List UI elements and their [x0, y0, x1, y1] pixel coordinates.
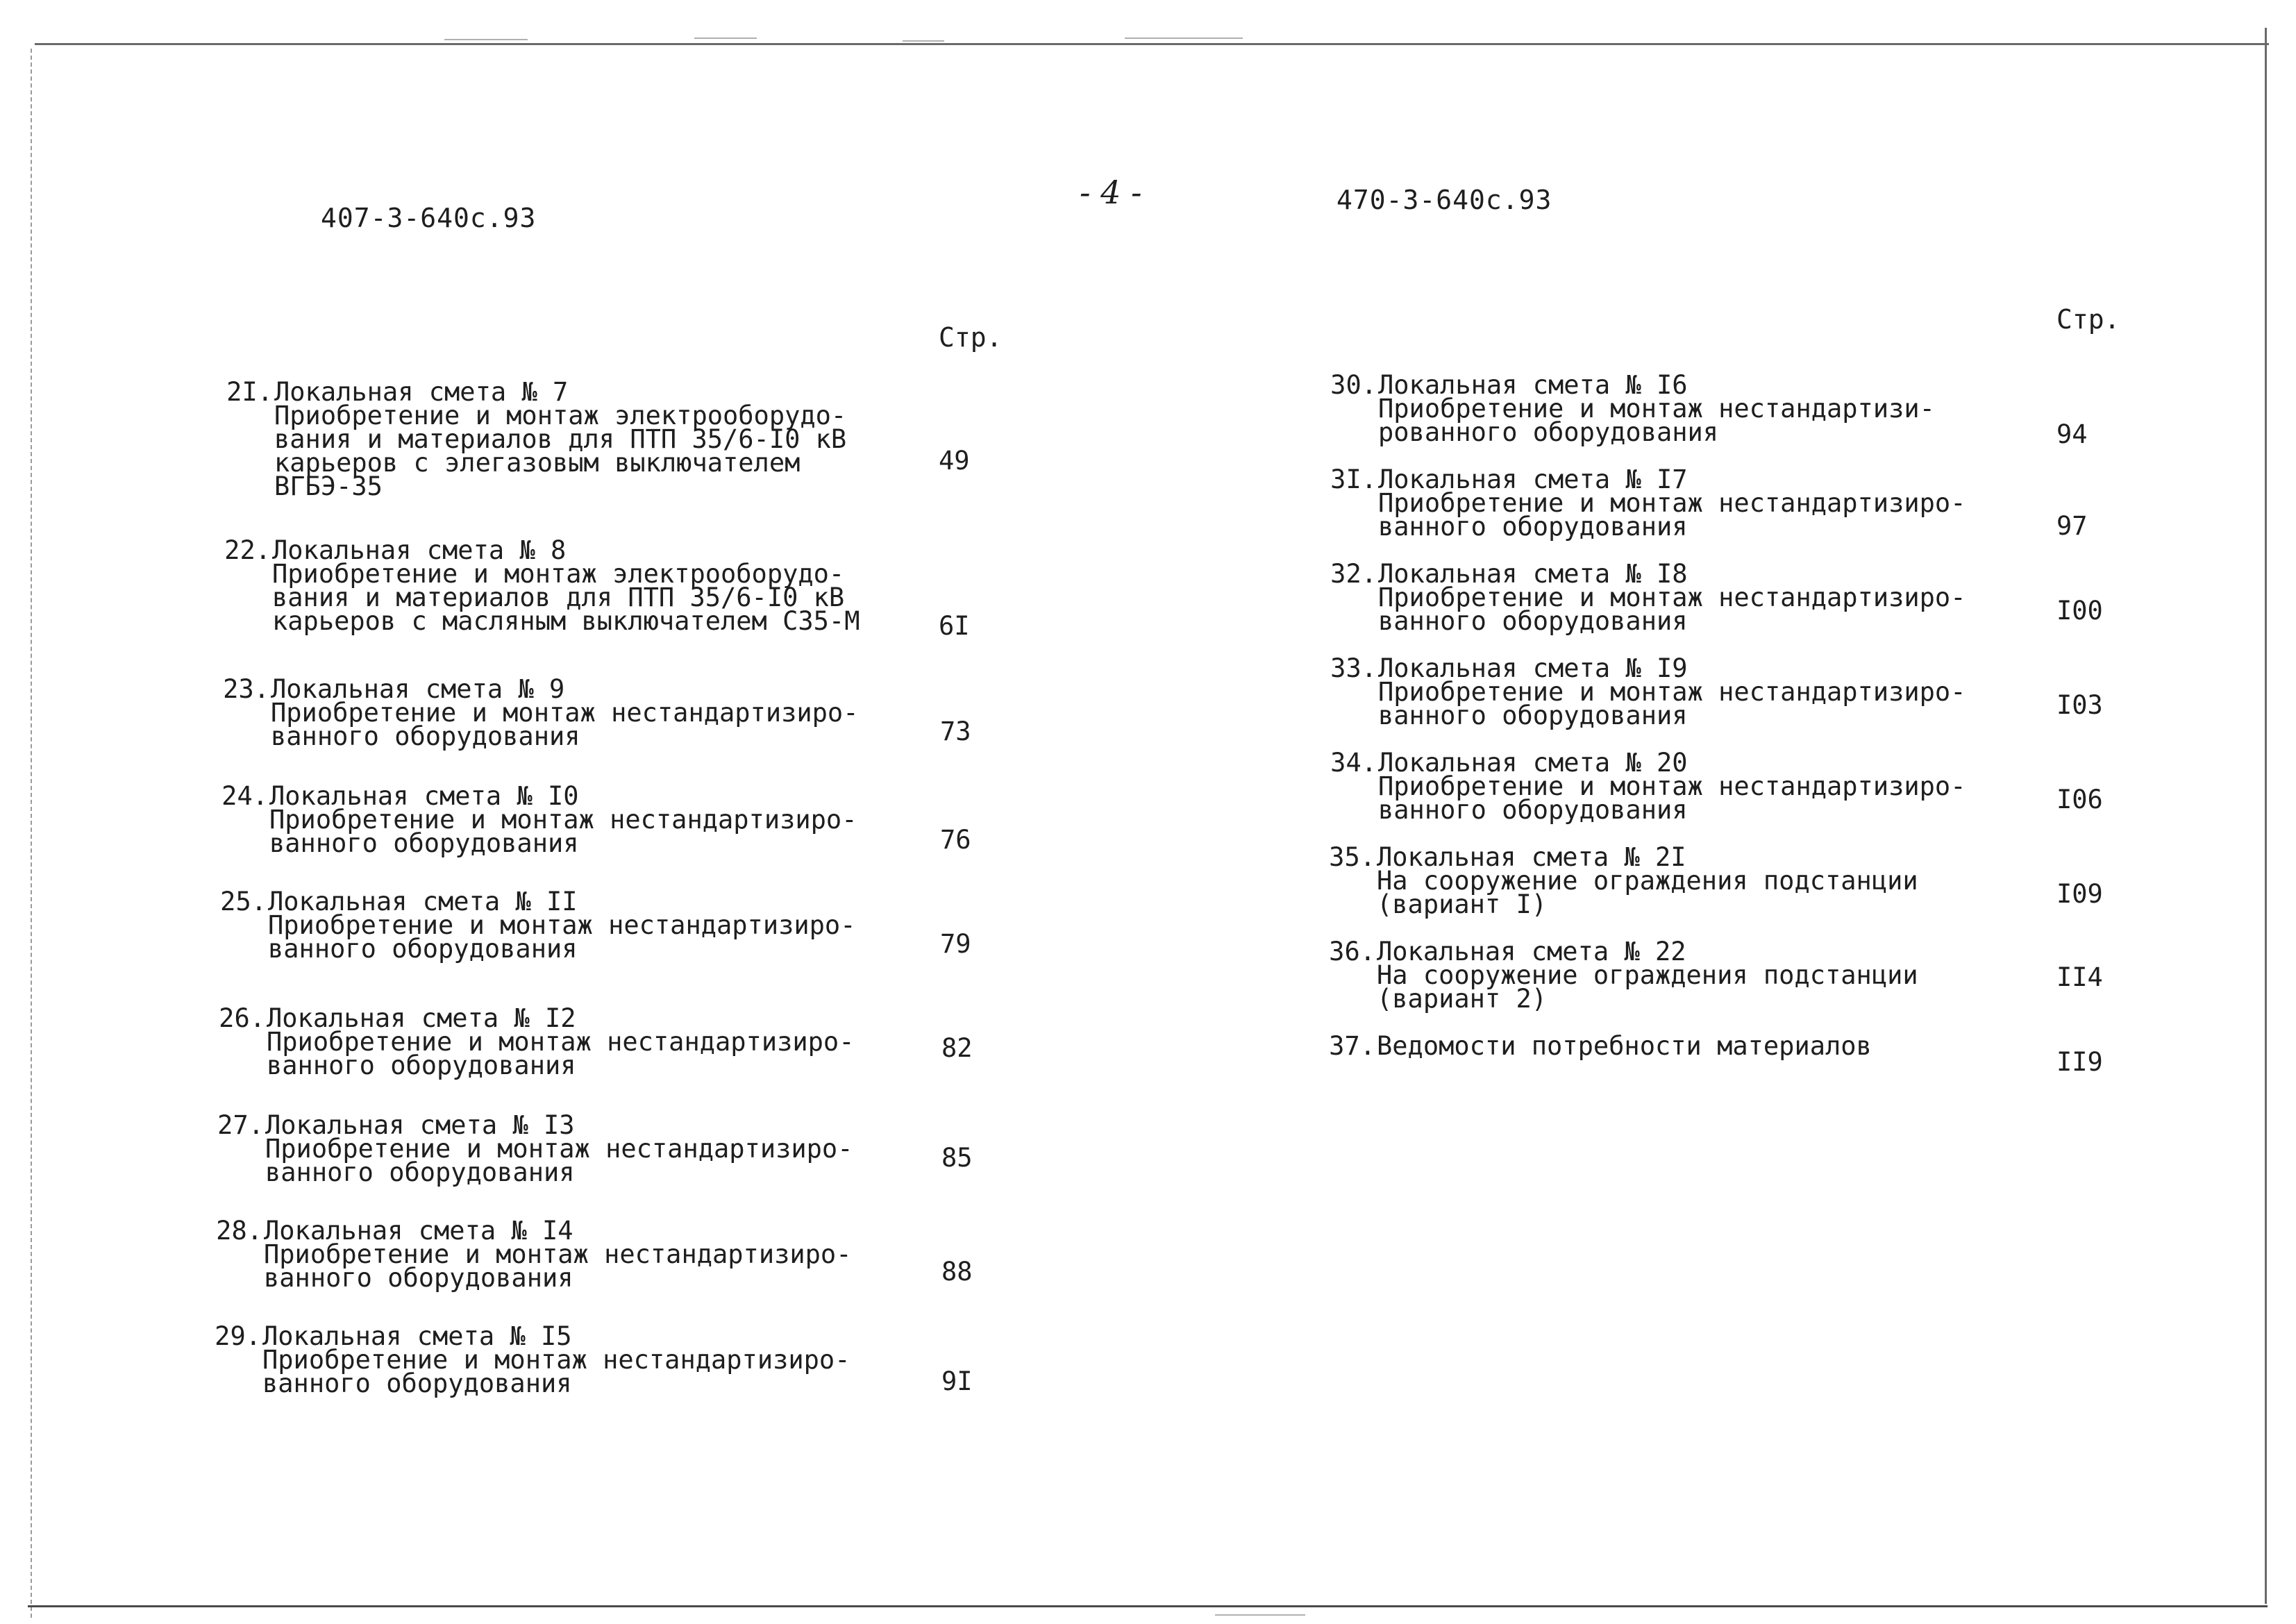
- entry-page: II4: [2056, 962, 2103, 992]
- entry-title: Локальная смета № I8: [1378, 559, 1688, 589]
- entry-page: I03: [2056, 690, 2103, 720]
- toc-entry: [219, 1003, 855, 1080]
- entry-page: 73: [940, 717, 971, 746]
- entry-text: ванного оборудования: [1378, 795, 1688, 825]
- frame-left-line: [31, 49, 32, 1618]
- entry-title: Локальная смета № I7: [1378, 464, 1688, 494]
- entry-number: 34.: [1330, 748, 1377, 778]
- entry-number: 35.: [1329, 842, 1375, 872]
- scan-mark: [444, 39, 528, 40]
- frame-right-line: [2265, 28, 2267, 1604]
- toc-entry: [1330, 370, 1935, 447]
- entry-text: Приобретение и монтаж нестандартизиро-: [1378, 488, 1966, 518]
- entry-title: Локальная смета № II: [268, 887, 578, 916]
- entry-title: Локальная смета № 20: [1378, 748, 1688, 778]
- entry-page: 94: [2056, 419, 2088, 449]
- entry-page: 85: [941, 1143, 973, 1173]
- entry-title: Локальная смета № 9: [271, 674, 565, 704]
- doc-code-right: 470-3-640с.93: [1336, 185, 1552, 215]
- right-page-col-header: Стр.: [2056, 304, 2120, 335]
- entry-text: Приобретение и монтаж электрооборудо-: [272, 559, 845, 589]
- toc-entry: [224, 535, 860, 636]
- entry-text: Приобретение и монтаж нестандартизиро-: [262, 1345, 850, 1375]
- entry-number: 23.: [223, 674, 269, 704]
- toc-entry: [216, 1216, 852, 1293]
- entry-text: (вариант I): [1377, 889, 1548, 919]
- entry-title: Локальная смета № I5: [262, 1321, 572, 1351]
- entry-number: 30.: [1330, 370, 1377, 400]
- entry-number: 28.: [216, 1216, 262, 1246]
- entry-text: ванного оборудования: [271, 721, 580, 751]
- entry-number: 24.: [221, 781, 268, 811]
- toc-entry: [1329, 1031, 1872, 1061]
- entry-title: Локальная смета № I2: [267, 1003, 576, 1033]
- entry-text: ванного оборудования: [265, 1157, 575, 1187]
- entry-text: карьеров с элегазовым выключателем: [274, 448, 801, 478]
- entry-text: Приобретение и монтаж нестандартизиро-: [1378, 677, 1966, 707]
- toc-entry: [1330, 653, 1966, 730]
- entry-text: ванного оборудования: [1378, 701, 1688, 730]
- entry-title: Локальная смета № I0: [269, 781, 579, 811]
- entry-number: 3I.: [1330, 464, 1377, 494]
- left-page-col-header: Стр.: [939, 322, 1003, 353]
- entry-page: 88: [941, 1257, 973, 1287]
- entry-title: Локальная смета № 2I: [1377, 842, 1686, 872]
- entry-number: 22.: [224, 535, 271, 565]
- entry-title: Локальная смета № I3: [265, 1110, 575, 1140]
- toc-entry: [1330, 559, 1966, 636]
- entry-text: Приобретение и монтаж нестандартизиро-: [269, 805, 857, 835]
- entry-number: 36.: [1329, 937, 1375, 966]
- entry-text: (вариант 2): [1377, 984, 1548, 1014]
- page-number: - 4 -: [1080, 174, 1142, 211]
- entry-text: Приобретение и монтаж нестандартизиро-: [264, 1239, 852, 1269]
- entry-text: Приобретение и монтаж электрооборудо-: [274, 401, 847, 430]
- entry-page: 79: [940, 929, 971, 959]
- scan-mark: [903, 40, 944, 42]
- entry-page: II9: [2056, 1047, 2103, 1077]
- entry-text: ВГБЭ-35: [274, 471, 383, 501]
- entry-page: I06: [2056, 785, 2103, 814]
- entry-number: 37.: [1329, 1031, 1375, 1061]
- entry-title: Локальная смета № 8: [272, 535, 567, 565]
- toc-entry: [1329, 842, 1918, 919]
- entry-text: ванного оборудования: [262, 1368, 572, 1398]
- entry-text: вания и материалов для ПТП 35/6-I0 кВ: [274, 424, 847, 454]
- entry-number: 2I.: [226, 377, 273, 407]
- toc-entry: [226, 377, 847, 501]
- entry-title: Локальная смета № I9: [1378, 653, 1688, 683]
- frame-bottom-line: [28, 1605, 2268, 1607]
- toc-entry: [221, 781, 857, 858]
- entry-title: Локальная смета № 7: [274, 377, 569, 407]
- entry-page: 97: [2056, 511, 2088, 541]
- toc-entry: [1329, 937, 1918, 1014]
- entry-text: Приобретение и монтаж нестандартизиро-: [268, 910, 856, 940]
- entry-page: 82: [941, 1033, 973, 1063]
- entry-title: Локальная смета № I4: [264, 1216, 573, 1246]
- entry-page: 76: [940, 825, 971, 855]
- entry-text: Приобретение и монтаж нестандартизиро-: [271, 698, 859, 728]
- entry-text: ванного оборудования: [264, 1263, 573, 1293]
- entry-page: I09: [2056, 879, 2103, 909]
- entry-text: вания и материалов для ПТП 35/6-I0 кВ: [272, 583, 845, 612]
- entry-text: ванного оборудования: [1378, 512, 1688, 542]
- entry-title: Ведомости потребности материалов: [1377, 1031, 1872, 1061]
- entry-text: На сооружение ограждения подстанции: [1377, 960, 1918, 990]
- scan-mark: [694, 37, 757, 39]
- doc-code-left: 407-3-640с.93: [321, 203, 537, 233]
- entry-title: Локальная смета № I6: [1378, 370, 1688, 400]
- entry-text: ванного оборудования: [269, 828, 579, 858]
- toc-entry: [1330, 748, 1966, 825]
- toc-entry: [217, 1110, 853, 1187]
- entry-text: ванного оборудования: [267, 1050, 576, 1080]
- entry-text: Приобретение и монтаж нестандартизи-: [1378, 394, 1935, 424]
- entry-number: 32.: [1330, 559, 1377, 589]
- entry-page: 6I: [939, 611, 970, 641]
- toc-entry: [1330, 464, 1966, 542]
- toc-entry: [220, 887, 856, 964]
- entry-text: На сооружение ограждения подстанции: [1377, 866, 1918, 896]
- entry-number: 33.: [1330, 653, 1377, 683]
- entry-number: 25.: [220, 887, 267, 916]
- entry-text: Приобретение и монтаж нестандартизиро-: [265, 1134, 853, 1164]
- scan-mark: [1125, 37, 1243, 39]
- entry-page: 49: [939, 446, 970, 476]
- entry-title: Локальная смета № 22: [1377, 937, 1686, 966]
- entry-number: 26.: [219, 1003, 265, 1033]
- toc-entry: [215, 1321, 850, 1398]
- entry-text: ванного оборудования: [1378, 606, 1688, 636]
- entry-text: Приобретение и монтаж нестандартизиро-: [267, 1027, 855, 1057]
- entry-text: Приобретение и монтаж нестандартизиро-: [1378, 583, 1966, 612]
- frame-top-line: [35, 43, 2269, 45]
- entry-number: 27.: [217, 1110, 264, 1140]
- entry-page: 9I: [941, 1366, 973, 1396]
- scan-mark: [1215, 1614, 1305, 1616]
- toc-entry: [223, 674, 859, 751]
- entry-text: рованного оборудования: [1378, 417, 1719, 447]
- entry-text: ванного оборудования: [268, 934, 578, 964]
- entry-text: карьеров с масляным выключателем С35-М: [272, 606, 860, 636]
- entry-page: I00: [2056, 596, 2103, 626]
- entry-text: Приобретение и монтаж нестандартизиро-: [1378, 771, 1966, 801]
- entry-number: 29.: [215, 1321, 261, 1351]
